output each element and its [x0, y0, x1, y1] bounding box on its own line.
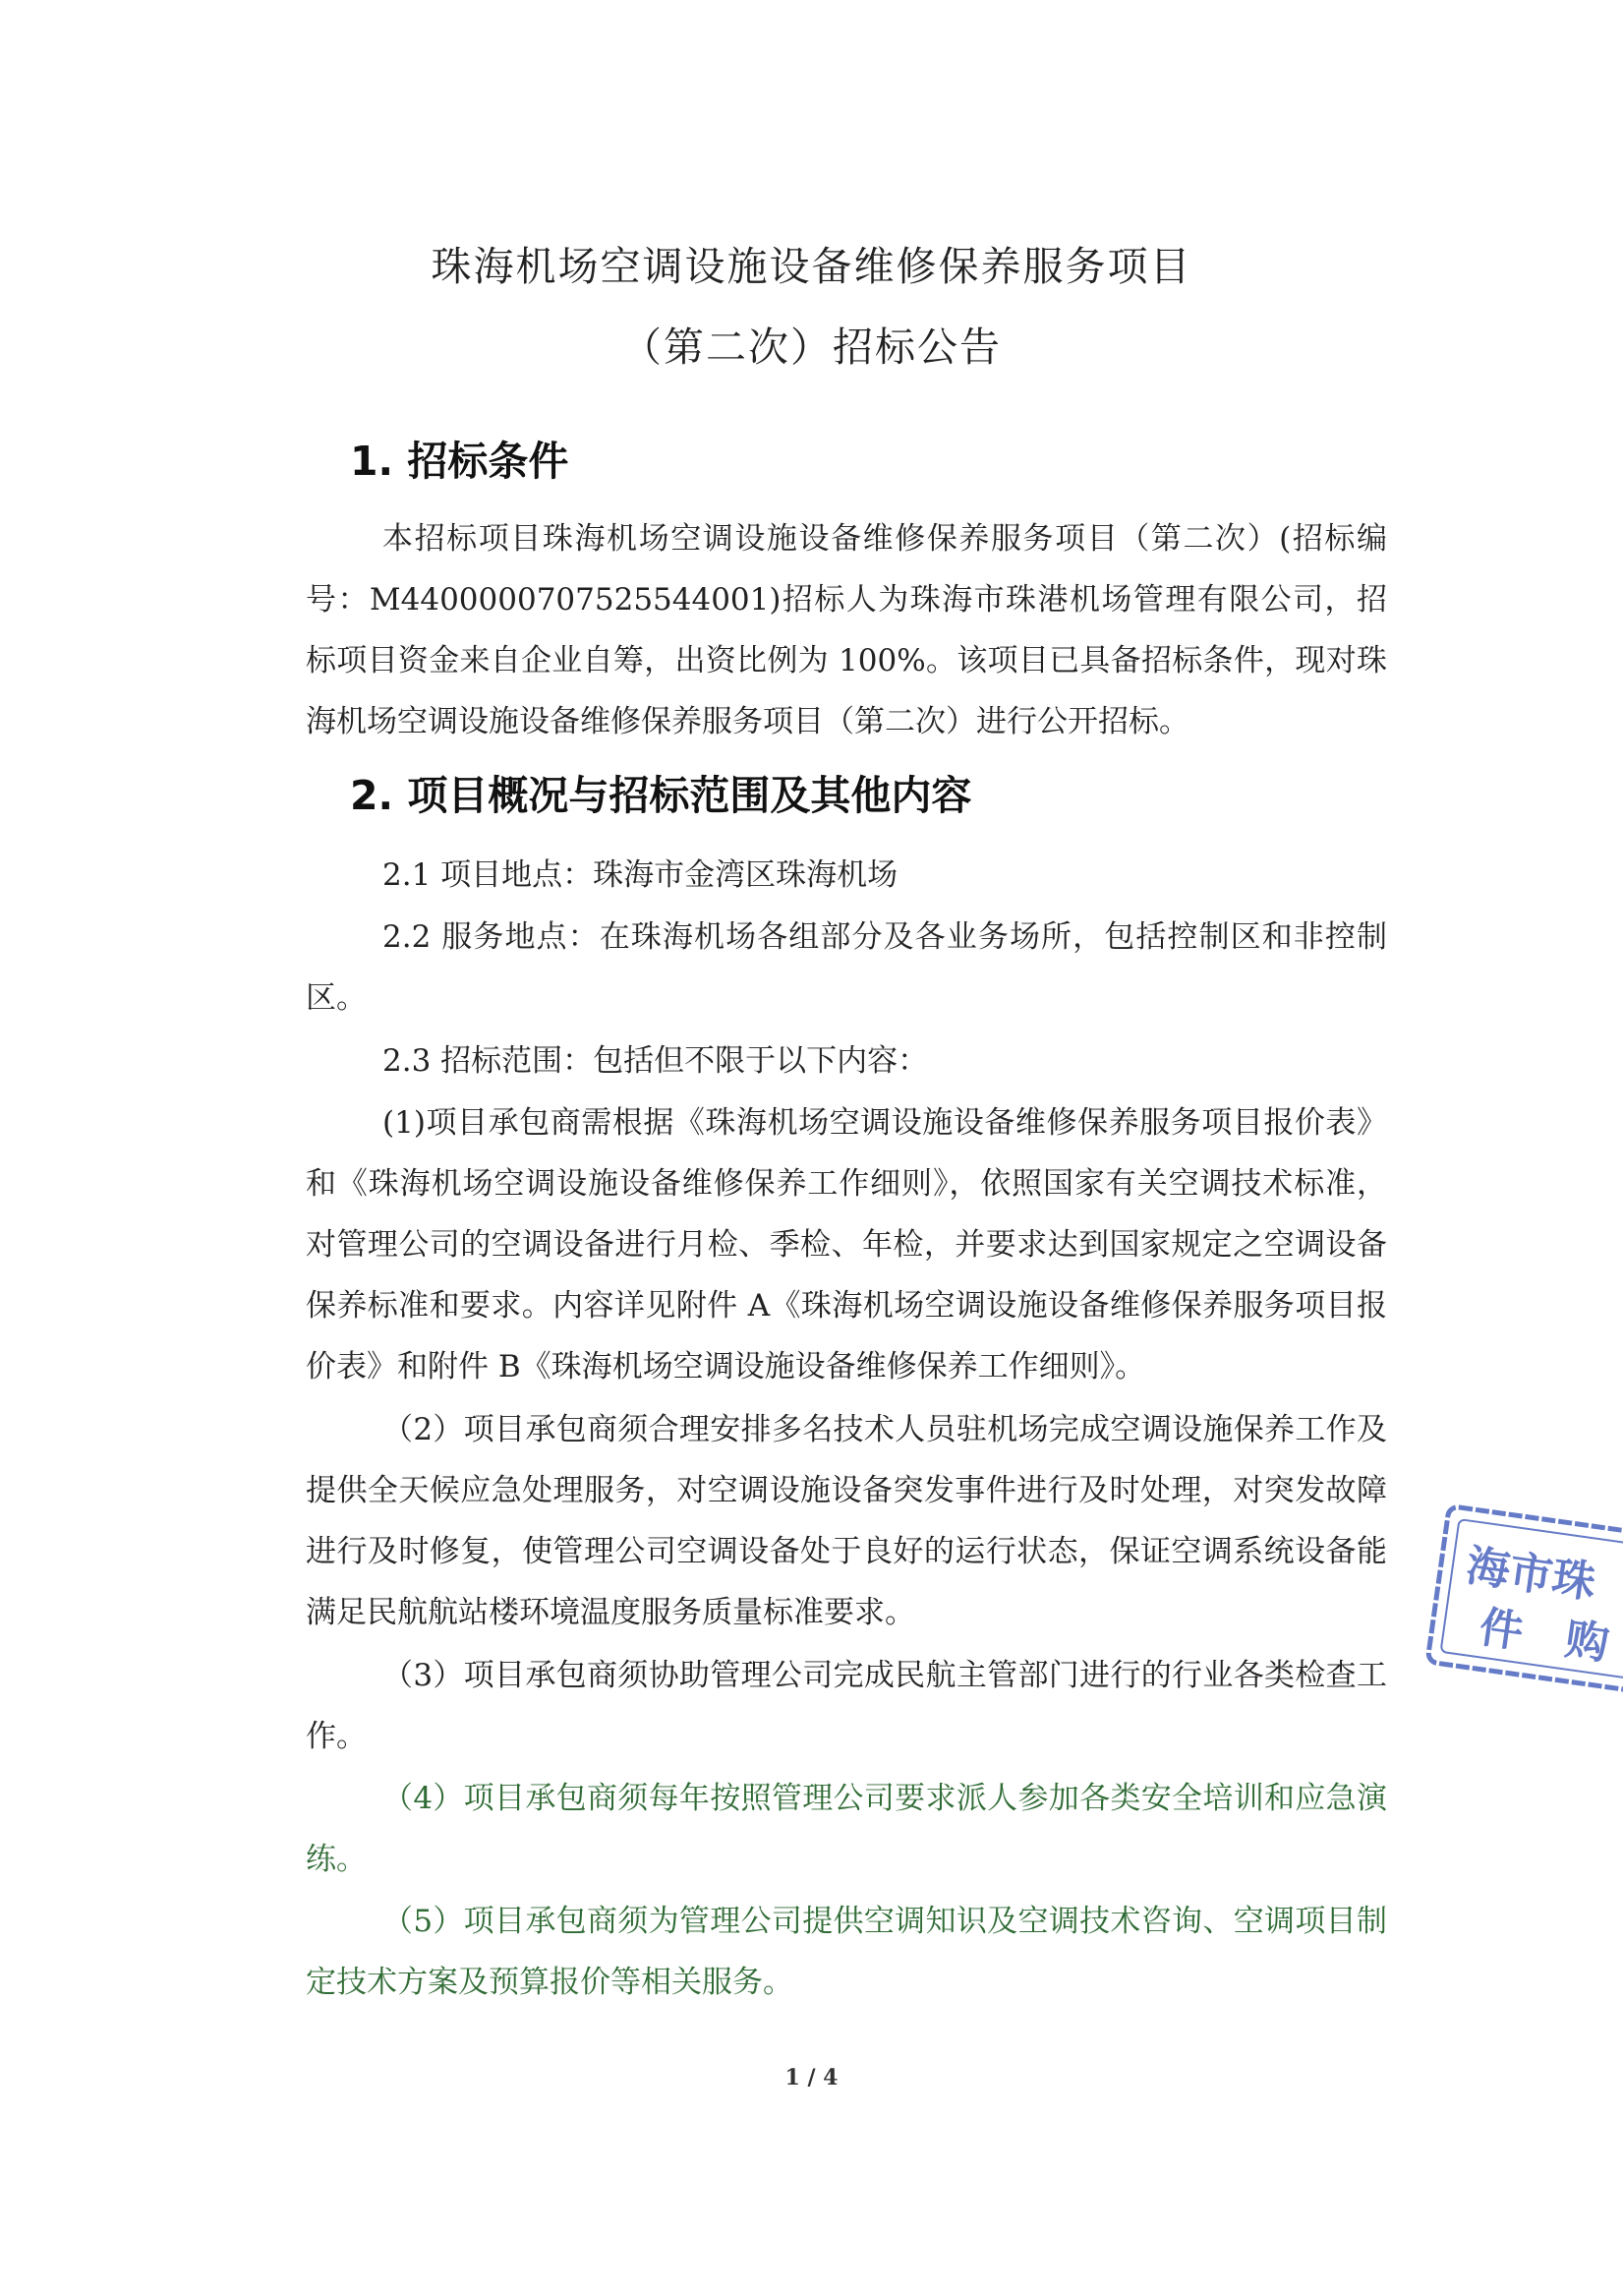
- item-2-1: 2.1 项目地点：珠海市金湾区珠海机场: [382, 857, 898, 893]
- scope-item-1: (1)项目承包商需根据《珠海机场空调设施设备维修保养服务项目报价表》和《珠海机场空调设施设备维修保养工作细则》，依照国家有关空调技术标准，对管理公司的空调设备进行月检、季检、年检，并要求达到国家规定之空调设备保养标准和要求。内容详见附件 A《珠海机场空调设施设备维修保养服务项目报价表》和附件 B《珠海机场空调设施设备维修保养工作细则》。: [306, 1105, 1387, 1384]
- seal-icon: [1416, 1500, 1623, 1696]
- scope-item-2: （2）项目承包商须合理安排多名技术人员驻机场完成空调设施保养工作及提供全天候应急处理服务，对空调设施设备突发事件进行及时处理，对突发故障进行及时修复，使管理公司空调设备处于良好的运行状态，保证空调系统设备能满足民航航站楼环境温度服务质量标准要求。: [306, 1412, 1387, 1630]
- item-2-3: 2.3 招标范围：包括但不限于以下内容：: [382, 1043, 929, 1079]
- page-number: 1 / 4: [784, 2065, 839, 2090]
- section2-heading: 2. 项目概况与招标范围及其他内容: [350, 772, 972, 819]
- svg-text:件 购: 件 购: [1476, 1602, 1612, 1671]
- document-title-line1: 珠海机场空调设施设备维修保养服务项目: [431, 243, 1192, 290]
- scope-item-3: （3）项目承包商须协助管理公司完成民航主管部门进行的行业各类检查工作。: [306, 1658, 1387, 1754]
- svg-text:海市珠: 海市珠: [1463, 1540, 1599, 1609]
- document-title-line2: （第二次）招标公告: [621, 324, 1002, 371]
- scope-item-4: （4）项目承包商须每年按照管理公司要求派人参加各类安全培训和应急演练。: [306, 1781, 1387, 1877]
- section1-paragraph: 本招标项目珠海机场空调设施设备维修保养服务项目（第二次）(招标编号：M4400000707525544001)招标人为珠海市珠港机场管理有限公司，招标项目资金来自企业自筹，出资比例为 100%。该项目已具备招标条件，现对珠海机场空调设施设备维修保养服务项目（第二次）进行公开招标。: [306, 521, 1387, 739]
- item-2-2: 2.2 服务地点：在珠海机场各组部分及各业务场所，包括控制区和非控制区。: [306, 919, 1387, 1016]
- scope-item-5: （5）项目承包商须为管理公司提供空调知识及空调技术咨询、空调项目制定技术方案及预算报价等相关服务。: [306, 1904, 1387, 2000]
- official-seal-stamp: [1416, 1500, 1623, 1696]
- section1-heading: 1. 招标条件: [350, 438, 569, 485]
